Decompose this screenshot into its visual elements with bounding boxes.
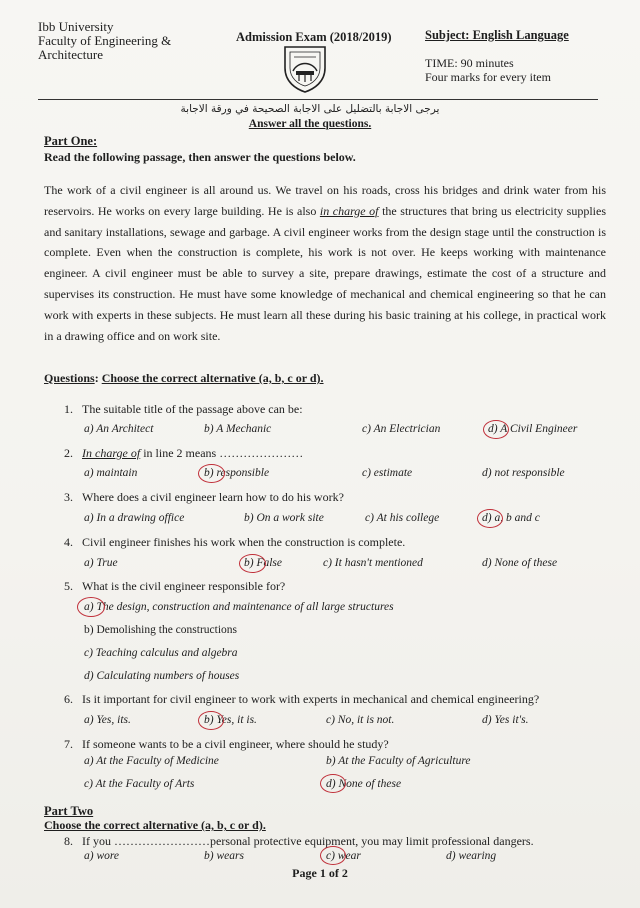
answer-mark-circle: [483, 420, 509, 439]
reading-passage: [44, 180, 606, 346]
university-logo-icon: [282, 44, 328, 94]
part-one-title: Part One:: [44, 134, 98, 148]
q8-option-d[interactable]: d) wearing: [446, 850, 497, 862]
q3-option-b[interactable]: b) On a work site: [244, 512, 324, 524]
q1-option-a[interactable]: a) An Architect: [84, 423, 154, 435]
university-line-1: Ibb University: [38, 19, 114, 34]
page-number: Page 1 of 2: [292, 866, 348, 880]
q5-option-d[interactable]: d) Calculating numbers of houses: [84, 670, 240, 682]
q8-option-a[interactable]: a) wore: [84, 850, 120, 862]
exam-time-info: [425, 56, 551, 84]
q6-option-a[interactable]: a) Yes, its.: [84, 714, 131, 726]
q2-option-d[interactable]: d) not responsible: [482, 467, 565, 479]
arabic-instruction: يرجى الاجابة بالتضليل على الاجابة الصحيحة في ورقة الاجابة: [180, 103, 440, 115]
question-8: 8. If you ……………………personal protective equipment, you may limit professional dangers.: [64, 834, 534, 848]
part-two-title: Part Two: [44, 804, 94, 818]
questions-label: Questions: [44, 371, 95, 385]
question-6: 6. Is it important for civil engineer to work with experts in mechanical and chemical engineering?: [64, 692, 540, 706]
exam-title: Admission Exam (2018/2019): [236, 30, 392, 44]
university-name: [38, 20, 171, 62]
q4-option-d[interactable]: d) None of these: [482, 557, 558, 569]
university-line-3: Architecture: [38, 47, 103, 62]
answer-mark-circle: [198, 711, 224, 730]
q6-option-d[interactable]: d) Yes it's.: [482, 714, 529, 726]
question-3: 3. Where does a civil engineer learn how to do his work?: [64, 490, 344, 504]
questions-instruction: Choose the correct alternative (a, b, c or d).: [101, 371, 324, 385]
question-4: 4. Civil engineer finishes his work when the construction is complete.: [64, 535, 406, 549]
q5-option-c[interactable]: c) Teaching calculus and algebra: [84, 647, 238, 659]
answer-mark-circle: [477, 509, 503, 528]
university-line-2: Faculty of Engineering &: [38, 33, 172, 48]
q3-option-a[interactable]: a) In a drawing office: [84, 512, 185, 524]
q7-option-b[interactable]: b) At the Faculty of Agriculture: [326, 755, 471, 767]
q4-option-a[interactable]: a) True: [84, 557, 118, 569]
q4-option-c[interactable]: c) It hasn't mentioned: [323, 557, 423, 569]
answer-mark-circle: [239, 554, 266, 573]
q1-option-c[interactable]: c) An Electrician: [362, 423, 441, 435]
q2-option-c[interactable]: c) estimate: [362, 467, 413, 479]
q4-option-b[interactable]: b) False: [244, 557, 283, 569]
question-7: 7. If someone wants to be a civil engineer, where should he study?: [64, 737, 389, 751]
marks-info: Four marks for every item: [425, 70, 551, 84]
q7-option-a[interactable]: a) At the Faculty of Medicine: [84, 755, 219, 767]
question-2: 2. In charge of in line 2 means …………………: [64, 446, 304, 460]
q1-option-b[interactable]: b) A Mechanic: [204, 423, 272, 435]
questions-heading: Questions: Choose the correct alternative (a, b, c or d).: [44, 371, 324, 385]
q6-option-b[interactable]: b) Yes, it is.: [204, 714, 257, 726]
q6-option-c[interactable]: c) No, it is not.: [326, 714, 395, 726]
q2-option-b[interactable]: b) responsible: [204, 467, 270, 479]
answer-mark-circle: [320, 774, 346, 793]
part-two-instruction: Choose the correct alternative (a, b, c or d).: [44, 818, 266, 832]
part-one-instruction: Read the following passage, then answer the questions below.: [44, 150, 356, 164]
passage-text-2: the structures that bring us electricity supplies and sanitary installations, sewage and garbage. A civil engineer works from the design stage until the construction is complete. Even when the construction is complete, his work is not over. He keeps working with maintenance engineer. A civil engineer must be able to survey a site, prepare drawings, estimate the cost of a structure and supervises its construction. He must have some knowledge of mechanical and chemical engineering so that he can work with experts in these subjects. He must learn all these during his basic training at his college, in practical work in a drawing office and on work site.: [44, 203, 606, 343]
q8-option-b[interactable]: b) wears: [204, 850, 244, 862]
question-5: 5. What is the civil engineer responsible for?: [64, 579, 286, 593]
q5-option-b[interactable]: b) Demolishing the constructions: [84, 624, 237, 636]
header-divider: [38, 99, 598, 100]
answer-mark-circle: [77, 597, 105, 617]
q1-option-d[interactable]: d) A Civil Engineer: [488, 423, 578, 435]
passage-text-1: The work of a civil engineer is all around us. We travel on his roads, cross his bridges and drink water from his reservoirs. He works on every large building. He is also: [44, 183, 606, 218]
q3-option-d[interactable]: d) a, b and c: [482, 512, 540, 524]
q8-option-c[interactable]: c) wear: [326, 850, 361, 862]
q5-option-a[interactable]: a) The design, construction and maintenance of all large structures: [84, 601, 394, 613]
passage-underlined-phrase: in charge of: [319, 203, 379, 218]
subject-title: Subject: English Language: [425, 28, 569, 42]
q2-option-a[interactable]: a) maintain: [84, 467, 138, 479]
q3-option-c[interactable]: c) At his college: [365, 512, 440, 524]
time-limit: TIME: 90 minutes: [425, 56, 514, 70]
answer-all-instruction: Answer all the questions.: [248, 118, 372, 130]
answer-mark-circle: [320, 846, 346, 865]
q7-option-d[interactable]: d) None of these: [326, 778, 402, 790]
answer-mark-circle: [198, 464, 225, 483]
q7-option-c[interactable]: c) At the Faculty of Arts: [84, 778, 195, 790]
question-1: 1. The suitable title of the passage above can be:: [64, 402, 303, 416]
